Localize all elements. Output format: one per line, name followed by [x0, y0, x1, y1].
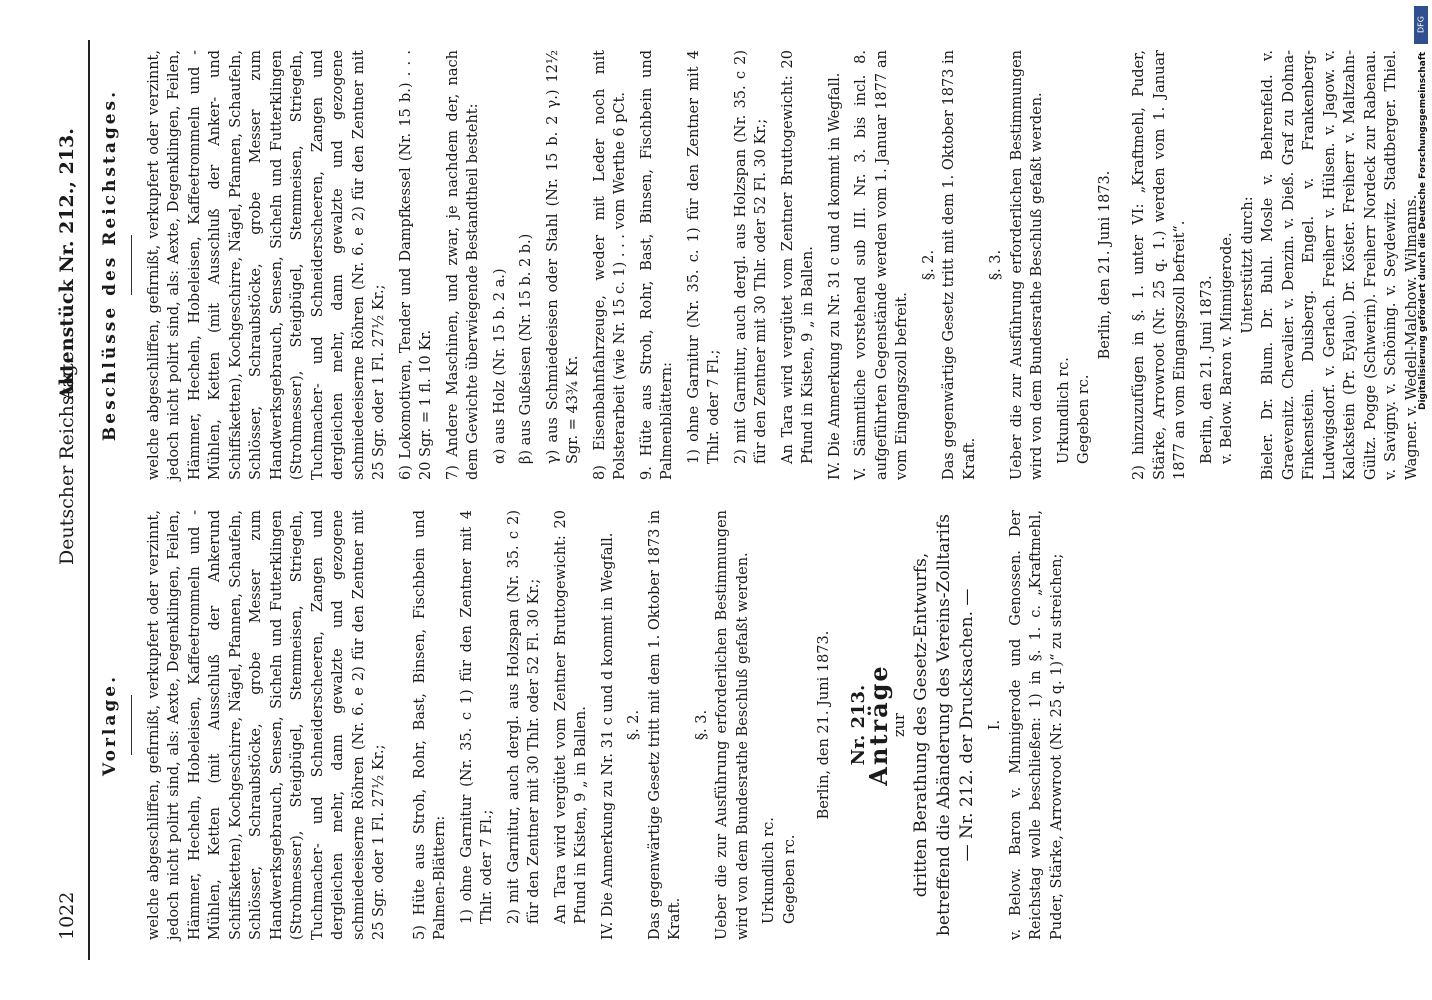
- right-item: β) aus Gußeisen (Nr. 15 b. 2 b.): [518, 233, 534, 464]
- right-intro: welche abgeschliffen, gefirnißt, verkupfert oder verzinnt, jedoch nicht polirt sind, als: Aexte, Degenklingen, Feilen, Hämmer, Hecheln, Hobeleisen, Kaffeetrommeln und -Mühlen, Ketten (mit Ausschluß der Anker- und Schiffsketten), Kochgeschirre, Nägel, Pfannen, Schaufeln, Schlösser, Schraubstöcke, grobe Messer zum Handwerksgebrauch, Sensen, Sicheln und Futterklingen (Strohmesser), Steigbügel, Stemmeisen, Striegeln, Tuchmacher- und Schneiderscheeren, Zangen und dergleichen mehr, dann gewalzte und gezogene schmiedeeiserne Röhren (Nr. 6. e 2) für den Zentner mit 25 Sgr. oder 1 Fl. 27½ Kr.;: [145, 50, 387, 480]
- header-rule: [88, 40, 90, 960]
- right-item: IV. Die Anmerkung zu Nr. 31 c und d kommt in Wegfall.: [826, 72, 843, 480]
- left-item5-line: 1) ohne Garnitur (Nr. 35. c 1) für den Zentner mit 4 Thlr. oder 7 Fl.;: [458, 510, 495, 924]
- supporters-list: Bieler. Dr. Blum. Dr. Buhl. Mosle v. Behrenfeld. v. Graevenitz. Chevalier. v. Denzin. v. Dieß. Graf zu Dohna-Finkenstein. Duisberg. Engel. v. Frankenberg-Ludwigsdorf. v. Gerlach. Freiherr v. Hülsen. v. Jagow. v. Kalckstein (Pr. Eylau). Dr. Köster. Freiherr v. Maltzahn-Gültz. Pogge (Schwerin). Freiherr Nordeck zur Rabenau. v. Savigny. v. Schöning. v. Seydewitz. Stadtberger. Thiel. Wagner. v. Wedell-Malchow. Wilmanns.: [1260, 50, 1420, 480]
- right-column: [100, 50, 1428, 480]
- right-par3-title: §. 3.: [988, 249, 1004, 281]
- left-sign-1: Urkundlich rc.: [761, 817, 777, 924]
- left-par2-title: §. 2.: [626, 709, 642, 741]
- left-par2-text: Das gegenwärtige Gesetz tritt mit dem 1. Oktober 1873 in Kraft.: [646, 510, 683, 940]
- right-sign-1: Urkundlich rc.: [1055, 357, 1072, 464]
- right-item: 7) Andere Maschinen, und zwar, je nachdem der, nach dem Gewichte überwiegende Bestandtheil besteht:: [444, 50, 481, 480]
- left-item5-line: An Tara wird vergütet vom Zentner Bruttogewicht: 20 Pfund in Kisten, 9 „ in Ballen.: [552, 510, 589, 924]
- antrag-title: dritten Berathung des Gesetz-Entwurfs, betreffend die Abänderung des Vereins-Zolltarifs — Nr. 212. der Drucksachen. —: [911, 514, 977, 936]
- heading-separator: [131, 695, 132, 755]
- left-par3-text: Ueber die zur Ausführung erforderlichen Bestimmungen wird von dem Bundesrathe Beschluß gefaßt werden.: [714, 510, 751, 940]
- dfg-credit-note: Digitalisierung gefördert durch die Deutsche Forschungsgemeinschaft: [1418, 51, 1428, 410]
- right-par2-text: Das gegenwärtige Gesetz tritt mit dem 1. Oktober 1873 in Kraft.: [941, 50, 978, 480]
- heading-separator: [131, 235, 132, 295]
- right-item: 8) Eisenbahnfahrzeuge, weder mit Leder noch mit Polsterarbeit (wie Nr. 15 c. 1) . . . vom Werthe 6 pCt.: [591, 50, 628, 480]
- right-sign-2: Gegeben rc.: [1076, 374, 1092, 464]
- left-item5-line: 2) mit Garnitur, auch dergl. aus Holzspan (Nr. 35. c 2) für den Zentner mit 30 Thlr. oder 52 Fl. 30 Kr.;: [505, 510, 542, 924]
- antrag-2: 2) hinzuzufügen in §. 1. unter VI: „Kraftmehl, Puder, Stärke, Arrowroot (Nr. 25 q. 1.) werden vom 1. Januar 1877 an vom Eingangszoll befreit“.: [1131, 50, 1188, 480]
- right-item: 6) Lokomotiven, Tender und Dampfkessel (Nr. 15 b.) . . . 20 Sgr. = 1 fl. 10 Kr.: [397, 50, 434, 480]
- page-header: [52, 40, 82, 960]
- right-item: 9. Hüte aus Stroh, Rohr, Bast, Binsen, Fischbein und Palmenblättern:: [638, 50, 675, 480]
- antrag-2-date: Berlin, den 21. Juni 1873.: [1198, 275, 1215, 464]
- right-item: 2) mit Garnitur, auch dergl. aus Holzspan (Nr. 35. c 2) für den Zentner mit 30 Thlr. oder 52 Fl. 30 Kr.;: [732, 50, 769, 464]
- left-par3-title: §. 3.: [693, 709, 710, 741]
- left-item5-line: IV. Die Anmerkung zu Nr. 31 c und d kommt in Wegfall.: [599, 532, 616, 940]
- akten-title: Aktenstück Nr. 212., 213.: [56, 128, 78, 400]
- left-heading: Vorlage.: [100, 673, 120, 777]
- zur-label: zur: [891, 713, 908, 737]
- right-item: α) aus Holz (Nr. 15 b. 2 a.): [491, 268, 508, 464]
- page-number: 1022: [56, 891, 78, 940]
- left-column: [100, 510, 1073, 940]
- left-date: Berlin, den 21. Juni 1873.: [816, 630, 832, 820]
- antrag-number: Nr. 213.: [847, 684, 869, 766]
- left-sign-2: Gegeben rc.: [781, 834, 798, 924]
- unterstuetzt-label: Unterstützt durch:: [1239, 196, 1256, 334]
- left-item5: 5) Hüte aus Stroh, Rohr, Bast, Binsen, Fischbein und Palmen-Blättern:: [411, 510, 448, 940]
- right-heading: Beschlüsse des Reichstages.: [100, 88, 120, 442]
- right-date: Berlin, den 21. Juni 1873.: [1096, 170, 1113, 360]
- right-item: γ) aus Schmiedeeisen oder Stahl (Nr. 15 b. 2 γ.) 12½ Sgr. = 43¾ Kr.: [544, 50, 581, 464]
- journal-title: Deutscher Reichstag.: [56, 358, 78, 565]
- left-intro: welche abgeschliffen, gefirnißt, verkupfert oder verzinnt, jedoch nicht polirt sind, als: Aexte, Degenklingen, Feilen, Hämmer, Hecheln, Hobeleisen, Kaffeetrommeln und -Mühlen, Ketten (mit Ausschluß der Ankerund Schiffsketten), Kochgeschirre, Nägel, Pfannen, Schaufeln, Schlösser, Schraubstöcke, grobe Messer zum Handwerksgebrauch, Sensen, Sicheln und Futterklingen (Strohmesser), Steigbügel, Stemmeisen, Striegeln, Tuchmacher- und Schneiderscheeren, Zangen und dergleichen mehr, dann gewalzte und gezogene schmiedeeiserne Röhren (Nr. 6. e 2) für den Zentner mit 25 Sgr. oder 1 Fl. 27½ Kr.;: [145, 510, 387, 940]
- right-item: 1) ohne Garnitur (Nr. 35. c. 1) für den Zentner mit 4 Thlr. oder 7 Fl.;: [685, 50, 722, 464]
- right-par3-text: Ueber die zur Ausführung erforderlichen Bestimmungen wird von dem Bundesrathe Beschluß gefaßt werden.: [1008, 50, 1045, 480]
- roman-one: I.: [987, 719, 1003, 731]
- right-par2-title: §. 2.: [920, 249, 937, 281]
- antrag-text: v. Below. Baron v. Minnigerode und Genossen. Der Reichstag wolle beschließen: 1) in §. 1. c. „Kraftmehl, Puder, Stärke, Arrowroot (Nr. 25 q. 1)“ zu streichen;: [1007, 510, 1065, 940]
- dfg-logo: DFG: [1414, 6, 1428, 44]
- antraege-title: Anträge: [864, 664, 893, 786]
- antrag-2-names: v. Below. Baron v. Minnigerode.: [1219, 232, 1235, 464]
- right-item: An Tara wird vergütet vom Zentner Bruttogewicht: 20 Pfund in Kisten, 9 „ in Ballen.: [779, 50, 816, 464]
- right-item: V. Sämmtliche vorstehend sub III. Nr. 3. bis incl. 8. aufgeführten Gegenstände werden vom 1. Januar 1877 an vom Eingangszoll befreit.: [853, 50, 910, 480]
